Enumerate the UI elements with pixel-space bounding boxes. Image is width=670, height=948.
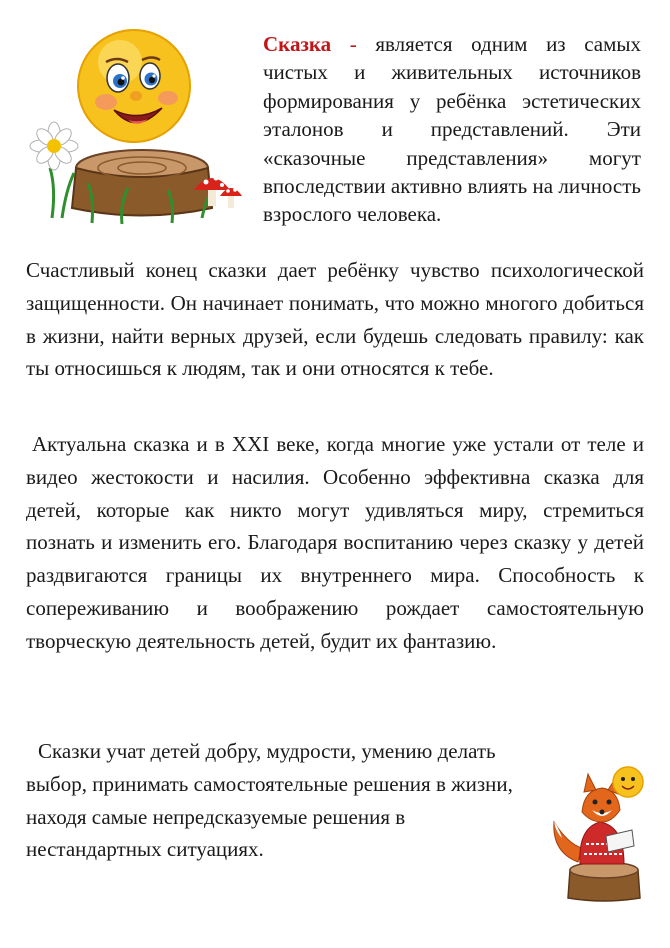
fox-head [582, 788, 620, 822]
intro-text: является одним из самых чистых и живительных источников формирования у ребёнка эстетических эталонов и представлений. Эти «сказочные представления» могут впоследствии активно влиять на личность взрослого человека. [263, 32, 641, 227]
fox-illustration [548, 752, 658, 902]
kolobok-illustration [22, 18, 250, 226]
intro-dash: - [331, 32, 376, 56]
paragraph-xxi-century: Актуальна сказка и в XXI веке, когда многие уже устали от теле и видео жестокости и насилия. Особенно эффективна сказка для детей, которые как никто могут удивляться миру, стремиться познать и изменить его. Благодаря воспитанию через сказку у детей раздвигаются границы их внутреннего мира. Способность к сопереживанию и воображению рождает самостоятельную творческую деятельность детей, будит их фантазию. [26, 432, 644, 653]
paragraph-teach-kindness: Сказки учат детей добру, мудрости, умению делать выбор, принимать самостоятельные решения в жизни, находя самые непредсказуемые решения в нестандартных ситуациях. [26, 739, 513, 862]
intro-term: Сказка [263, 32, 332, 56]
small-kolobok [613, 767, 643, 797]
intro-paragraph [263, 30, 641, 229]
paragraph-happy-ending: Счастливый конец сказки дает ребёнку чувство психологической защищенности. Он начинает понимать, что можно многого добиться в жизни, найти верных друзей, если будешь следовать правилу: как ты относишься к людям, так и они относятся к тебе. [26, 258, 644, 381]
daisy-flower [30, 122, 78, 170]
fox-tail [554, 822, 582, 862]
kolobok [78, 30, 190, 142]
